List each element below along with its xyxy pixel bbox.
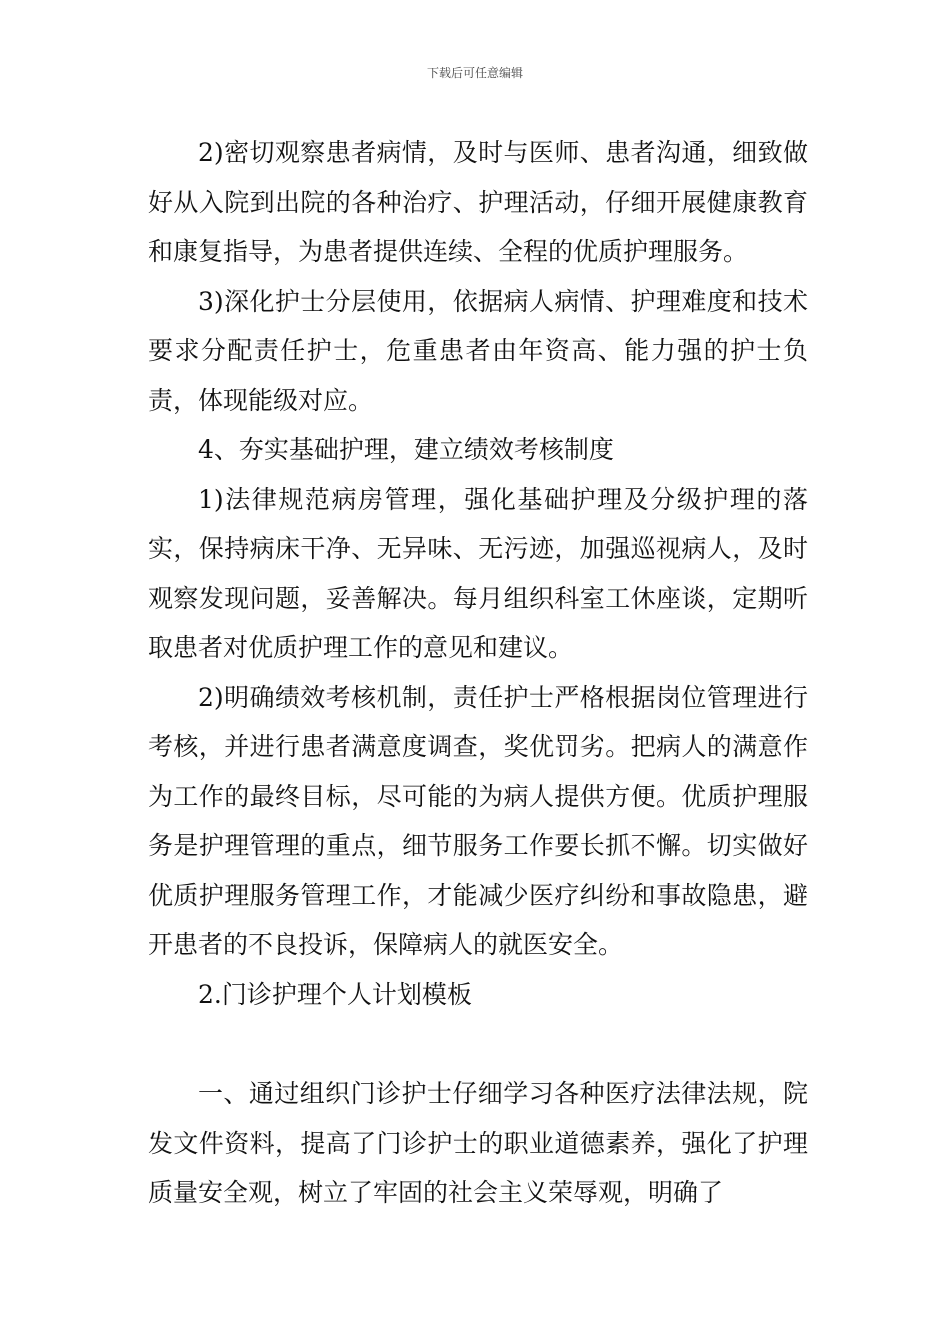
page-header: 下载后可任意编辑 xyxy=(426,66,523,80)
paragraph-outpatient-study: 一、通过组织门诊护士仔细学习各种医疗法律法规，院发文件资料，提高了门诊护士的职业道德素养，强化了护理质量安全观，树立了牢固的社会主义荣辱观，明确了 xyxy=(148,1079,808,1207)
paragraph-performance-review: 2)明确绩效考核机制，责任护士严格根据岗位管理进行考核，并进行患者满意度调查，奖优罚劣。把病人的满意作为工作的最终目标，尽可能的为病人提供方便。优质护理服务是护理管理的重点，细节服务工作要长抓不懈。切实做好优质护理服务管理工作，才能减少医疗纠纷和事故隐患，避开患者的不良投诉，保障病人的就医安全。 xyxy=(148,682,808,959)
blank-line xyxy=(148,1019,808,1069)
paragraph-observe-patients: 2)密切观察患者病情，及时与医师、患者沟通，细致做好从入院到出院的各种治疗、护理活动，仔细开展健康教育和康复指导，为患者提供连续、全程的优质护理服务。 xyxy=(148,138,808,266)
section-heading-basic-care: 4、夯实基础护理，建立绩效考核制度 xyxy=(198,435,614,464)
paragraph-ward-management: 1)法律规范病房管理，强化基础护理及分级护理的落实，保持病床干净、无异味、无污迹，加强巡视病人，及时观察发现问题，妥善解决。每月组织科室工休座谈，定期听取患者对优质护理工作的意见和建议。 xyxy=(148,484,808,662)
document-body xyxy=(148,128,808,1218)
paragraph-nurse-levels: 3)深化护士分层使用，依据病人病情、护理难度和技术要求分配责任护士，危重患者由年资高、能力强的护士负责，体现能级对应。 xyxy=(148,286,808,415)
section-heading-outpatient-plan: 2.门诊护理个人计划模板 xyxy=(198,979,472,1009)
